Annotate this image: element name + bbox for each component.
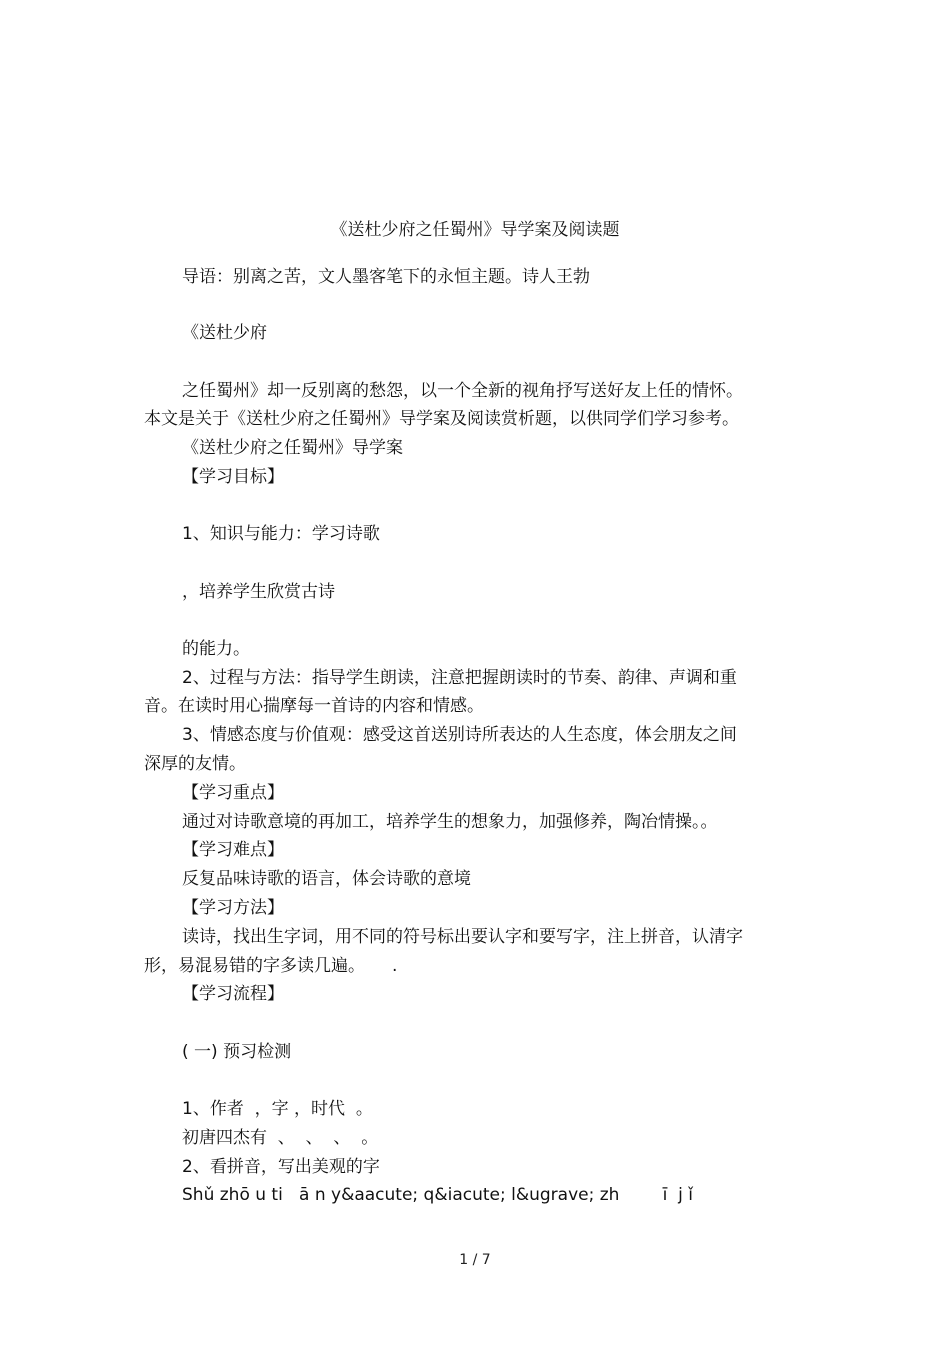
goal-1-cont: ，培养学生欣赏古诗: [182, 582, 335, 602]
intro-line-2: 《送杜少府: [182, 323, 267, 343]
goal-3-cont: 深厚的友情。: [144, 754, 246, 774]
heading-methods: 【学习方法】: [182, 898, 284, 918]
question-2: 2、看拼音，写出美观的字: [182, 1157, 380, 1177]
goal-3: 3、情感态度与价值观：感受这首送别诗所表达的人生态度，体会朋友之间: [182, 725, 737, 745]
preview-check-heading: ( 一) 预习检测: [182, 1042, 292, 1062]
document-title: 《送杜少府之任蜀州》导学案及阅读题: [330, 220, 620, 240]
goal-2-cont: 音。在读时用心揣摩每一首诗的内容和情感。: [144, 696, 484, 716]
heading-goals: 【学习目标】: [182, 467, 284, 487]
question-1: 1、作者 ，字 ，时代 。: [182, 1099, 373, 1119]
goal-1-end: 的能力。: [182, 639, 250, 659]
goal-1: 1、知识与能力：学习诗歌: [182, 524, 380, 544]
pinyin-line: Shǔ zhō u ti ā n y&aacute; q&iacute; l&ugrave; zh ī j ǐ: [182, 1185, 694, 1205]
key-points-text: 通过对诗歌意境的再加工，培养学生的想象力，加强修养，陶冶情操。。: [182, 812, 718, 832]
goal-2: 2、过程与方法：指导学生朗读，注意把握朗读时的节奏、韵律、声调和重: [182, 668, 737, 688]
question-1-four-talents: 初唐四杰有 、 、 、 。: [182, 1128, 379, 1148]
methods-text-cont: 形，易混易错的字多读几遍。 .: [144, 956, 398, 976]
heading-process: 【学习流程】: [182, 984, 284, 1004]
heading-difficulties: 【学习难点】: [182, 840, 284, 860]
intro-line-3: 之任蜀州》却一反别离的愁怨，以一个全新的视角抒写送好友上任的情怀。: [182, 381, 743, 401]
heading-key-points: 【学习重点】: [182, 783, 284, 803]
intro-line-1: 导语：别离之苦，文人墨客笔下的永恒主题。诗人王勃: [182, 267, 590, 287]
section-heading-guide: 《送杜少府之任蜀州》导学案: [182, 438, 403, 458]
methods-text: 读诗，找出生字词，用不同的符号标出要认字和要写字，注上拼音，认清字: [182, 927, 743, 947]
difficulties-text: 反复品味诗歌的语言，体会诗歌的意境: [182, 869, 471, 889]
page-number: 1 / 7: [459, 1252, 491, 1268]
intro-line-4: 本文是关于《送杜少府之任蜀州》导学案及阅读赏析题，以供同学们学习参考。: [144, 409, 739, 429]
